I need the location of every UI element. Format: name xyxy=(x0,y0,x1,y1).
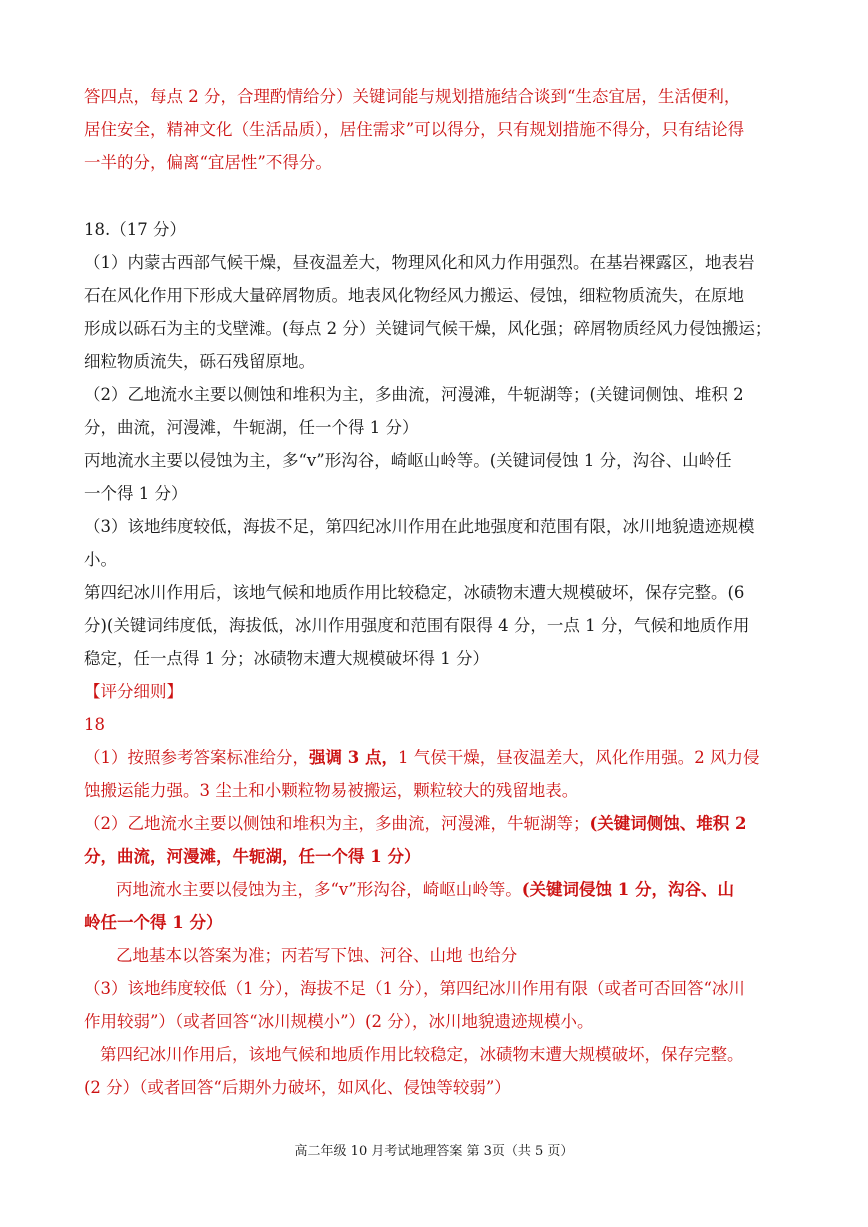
text-line: （2）乙地流水主要以侧蚀和堆积为主，多曲流，河漫滩，牛轭湖等；(关键词侧蚀、堆积 2 xyxy=(84,814,747,833)
text-line: 形成以砾石为主的戈壁滩。(每点 2 分）关键词气候干燥，风化强；碎屑物质经风力侵蚀搬运； xyxy=(84,319,772,338)
document-page xyxy=(84,80,786,1104)
page-footer: 高二年级 10 月考试地理答案 第 3页（共 5 页） xyxy=(294,1144,574,1159)
text-line: 丙地流水主要以侵蚀为主，多“v”形沟谷，崎岖山岭等。(关键词侵蚀 1 分，沟谷、山岭任 xyxy=(84,451,732,470)
text-line: 小。 xyxy=(84,550,117,569)
text-line: 分，曲流，河漫滩，牛轭湖，任一个得 1 分） xyxy=(84,847,421,866)
question-18-answer xyxy=(84,213,786,675)
text-line: 第四纪冰川作用后，该地气候和地质作用比较稳定，冰碛物末遭大规模破坏，保存完整。 xyxy=(100,1045,744,1064)
emphasis: (关键词侵蚀 1 分，沟谷、山 xyxy=(521,880,734,899)
text-line: 石在风化作用下形成大量碎屑物质。地表风化物经风力搬运、侵蚀，细粒物质流失，在原地 xyxy=(84,286,744,305)
text-line: 一个得 1 分） xyxy=(84,484,188,503)
emphasis: (关键词侧蚀、堆积 2 xyxy=(589,814,747,833)
text-line: 一半的分，偏离“宜居性”不得分。 xyxy=(84,153,332,172)
rubric-heading: 【评分细则】 xyxy=(84,682,183,701)
text-line: （3）该地纬度较低，海拔不足，第四纪冰川作用在此地强度和范围有限，冰川地貌遗迹规模 xyxy=(84,517,755,536)
text-line: （1）按照参考答案标准给分，强调 3 点，1 气侯干燥，昼夜温差大，风化作用强。2 风力侵 xyxy=(84,748,760,767)
scoring-rubric xyxy=(84,675,786,1104)
text-line: （3）该地纬度较低（1 分），海拔不足（1 分），第四纪冰川作用有限（或者可否回答“冰川 xyxy=(84,979,745,998)
text-line: 分)(关键词纬度低，海拔低，冰川作用强度和范围有限得 4 分，一点 1 分，气候和地质作用 xyxy=(84,616,750,635)
text-line: 答四点，每点 2 分，合理酌情给分）关键词能与规划措施结合谈到“生态宜居，生活便利， xyxy=(84,87,741,106)
text-line: 蚀搬运能力强。3 尘土和小颗粒物易被搬运，颗粒较大的残留地表。 xyxy=(84,781,579,800)
emphasis: 强调 3 点， xyxy=(309,748,398,767)
text-line: （2）乙地流水主要以侧蚀和堆积为主，多曲流，河漫滩，牛轭湖等；(关键词侧蚀、堆积 2 xyxy=(84,385,744,404)
text-line: 分，曲流，河漫滩，牛轭湖，任一个得 1 分） xyxy=(84,418,419,437)
text-line: 居住安全，精神文化（生活品质），居住需求”可以得分，只有规划措施不得分，只有结论得 xyxy=(84,120,745,139)
text-line: (2 分）（或者回答“后期外力破坏，如风化、侵蚀等较弱”） xyxy=(84,1078,511,1097)
text-line: 细粒物质流失，砾石残留原地。 xyxy=(84,352,315,371)
text-line: 第四纪冰川作用后，该地气候和地质作用比较稳定，冰碛物末遭大规模破坏，保存完整。(6 xyxy=(84,583,745,602)
text-line: 稳定，任一点得 1 分；冰碛物末遭大规模破坏得 1 分） xyxy=(84,649,489,668)
text-line: （1）内蒙古西部气候干燥，昼夜温差大，物理风化和风力作用强烈。在基岩裸露区，地表岩 xyxy=(84,253,755,272)
rubric-number: 18 xyxy=(84,715,105,734)
text-line: 丙地流水主要以侵蚀为主，多“v”形沟谷，崎岖山岭等。(关键词侵蚀 1 分，沟谷、山 xyxy=(116,880,734,899)
text-line: 作用较弱”）（或者回答“冰川规模小”）(2 分），冰川地貌遗迹规模小。 xyxy=(84,1012,594,1031)
text-line: 乙地基本以答案为准；丙若写下蚀、河谷、山地 也给分 xyxy=(116,946,518,965)
question-title: 18.（17 分） xyxy=(84,220,186,239)
previous-answer-rubric xyxy=(84,80,786,179)
text-line: 岭任一个得 1 分） xyxy=(84,913,223,932)
